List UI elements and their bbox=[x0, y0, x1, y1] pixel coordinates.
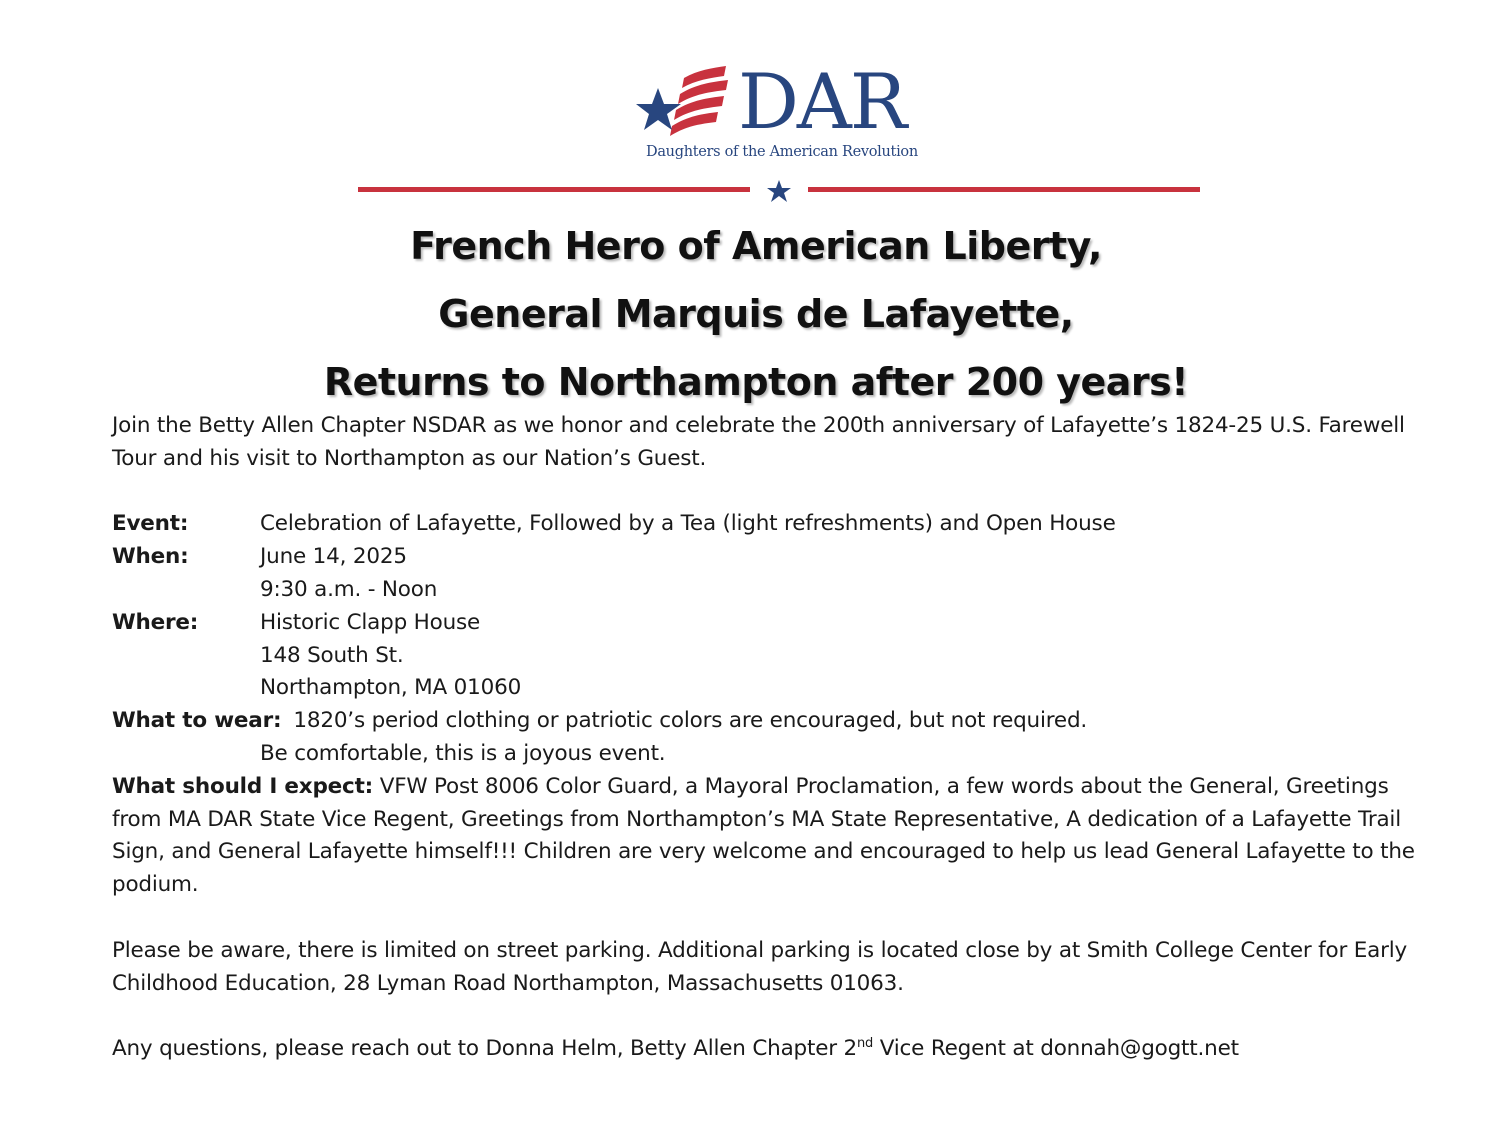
headline-line-1: French Hero of American Liberty, bbox=[410, 224, 1102, 268]
when-date: June 14, 2025 bbox=[260, 544, 407, 570]
logo-subtitle: Daughters of the American Revolution bbox=[646, 144, 918, 160]
when-row bbox=[112, 541, 1432, 574]
wear-row bbox=[112, 705, 1432, 738]
where-line-1: Historic Clapp House bbox=[260, 609, 481, 635]
expect-paragraph bbox=[112, 771, 1432, 902]
contact-text-before: Any questions, please reach out to Donna Helm, Betty Allen Chapter 2 bbox=[112, 1036, 858, 1062]
star-divider bbox=[358, 180, 1200, 202]
where-row bbox=[112, 607, 1432, 640]
event-row bbox=[112, 508, 1432, 541]
parking-paragraph: Please be aware, there is limited on street parking. Additional parking is located close by at Smith College Center for Early Childhood Education, 28 Lyman Road Northampton, Massachusetts 01063. bbox=[112, 937, 1408, 996]
wear-line-1: 1820’s period clothing or patriotic colors are encouraged, but not required. bbox=[293, 708, 1088, 734]
event-label: Event: bbox=[112, 511, 189, 537]
divider-line-right bbox=[808, 187, 1200, 192]
star-icon bbox=[767, 180, 791, 202]
expect-text: VFW Post 8006 Color Guard, a Mayoral Proclamation, a few words about the General, Greetings from MA DAR State Vice Regent, Greetings from Northampton’s MA State Representative, A dedication of a Lafayette Trail Sign, and General Lafayette himself!!! Children are very welcome and encouraged to help us lead General Lafayette to the podium. bbox=[112, 773, 1415, 898]
headline-line-2: General Marquis de Lafayette, bbox=[438, 292, 1074, 336]
wear-line-2: Be comfortable, this is a joyous event. bbox=[260, 740, 666, 766]
divider-line-left bbox=[358, 187, 750, 192]
contact-superscript: nd bbox=[857, 1036, 874, 1052]
where-line-2: 148 South St. bbox=[260, 642, 404, 668]
when-label: When: bbox=[112, 544, 189, 570]
event-value: Celebration of Lafayette, Followed by a Tea (light refreshments) and Open House bbox=[260, 511, 1116, 537]
intro-paragraph: Join the Betty Allen Chapter NSDAR as we honor and celebrate the 200th anniversary of Lafayette’s 1824-25 U.S. Farewell Tour and his visit to Northampton as our Nation’s Guest. bbox=[112, 413, 1405, 471]
star-flag-emblem-icon bbox=[636, 62, 736, 142]
headline bbox=[0, 212, 1512, 416]
headline-line-3: Returns to Northampton after 200 years! bbox=[323, 360, 1189, 404]
wear-label: What to wear: bbox=[112, 708, 282, 734]
contact-paragraph bbox=[112, 1033, 1432, 1066]
where-line-3: Northampton, MA 01060 bbox=[260, 675, 522, 701]
expect-label: What should I expect: bbox=[112, 773, 374, 799]
logo-wordmark: DAR bbox=[738, 57, 906, 146]
contact-text-after: Vice Regent at donnah@gogtt.net bbox=[873, 1036, 1239, 1062]
flyer-body bbox=[112, 410, 1432, 1066]
when-time: 9:30 a.m. - Noon bbox=[260, 576, 438, 602]
dar-logo bbox=[636, 57, 918, 166]
where-label: Where: bbox=[112, 609, 199, 635]
